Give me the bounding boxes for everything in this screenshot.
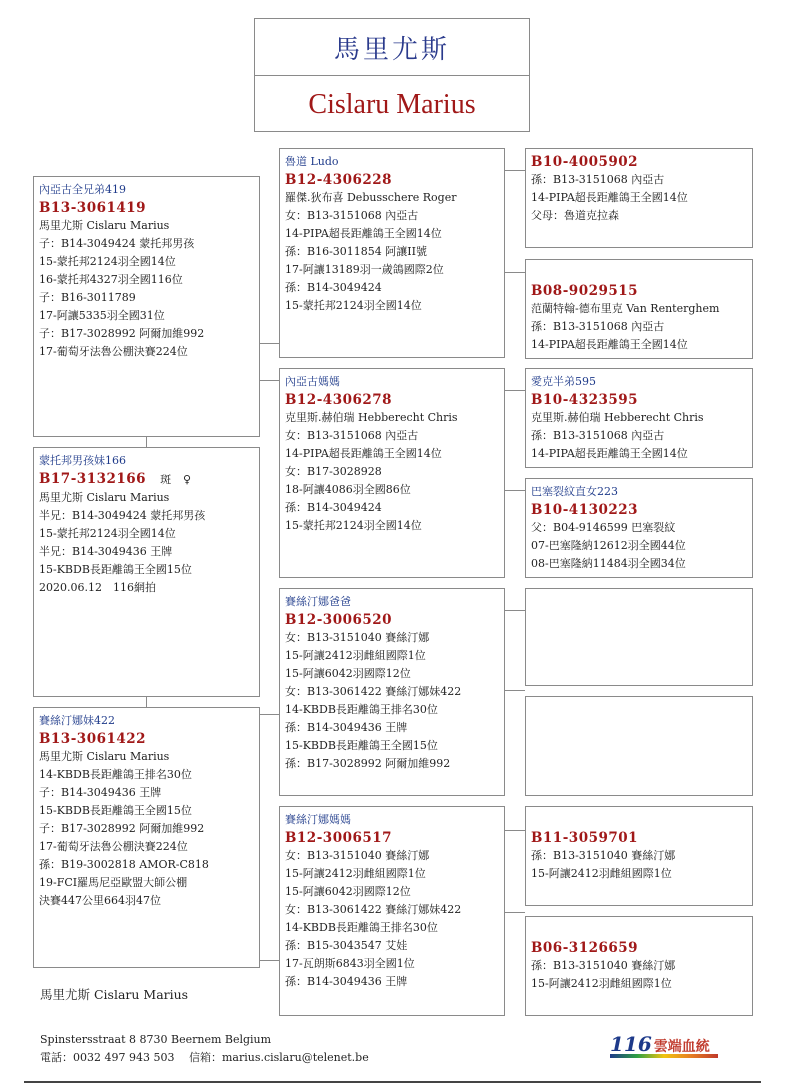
- pedigree-card-granddam-4: [525, 916, 753, 1016]
- pigeon-name: 賽絲汀娜妹422: [39, 714, 115, 727]
- pedigree-card-sire-2: [279, 588, 505, 796]
- pedigree-line: 克里斯.赫伯瑞 Hebberecht Chris: [285, 411, 458, 424]
- ring-number: [39, 470, 253, 489]
- pedigree-line: 女：B13-3151040 賽絲汀娜: [285, 849, 430, 862]
- pedigree-line: 女：B13-3061422 賽絲汀娜妹422: [285, 903, 462, 916]
- pedigree-line: 羅傑.狄布喜 Debusschere Roger: [285, 191, 457, 204]
- pigeon-name: 愛克半弟595: [531, 375, 596, 388]
- pigeon-name: 蒙托邦男孩妹166: [39, 454, 126, 467]
- connector-sire-gs1: [505, 170, 525, 171]
- address-line: Spinstersstraat 8 8730 Beernem Belgium: [40, 1033, 272, 1046]
- pedigree-line: 女：B13-3151068 內亞古: [285, 429, 419, 442]
- pedigree-line: 孫：B14-3049424: [285, 281, 382, 294]
- pedigree-card-sibling-1: [33, 447, 260, 697]
- pedigree-line: 女：B17-3028928: [285, 465, 382, 478]
- pedigree-line: 決賽447公里664羽47位: [39, 894, 161, 907]
- pedigree-line: 15-KBDB長距離鴿王全國15位: [39, 563, 192, 576]
- pedigree-line: 17-阿讓5335羽全國31位: [39, 309, 165, 322]
- pedigree-line: 女：B13-3151068 內亞古: [285, 209, 419, 222]
- pedigree-line: 15-KBDB長距離鴿王全國15位: [39, 804, 192, 817]
- ring-number: B13-3061419: [39, 200, 147, 216]
- pedigree-line: 14-PIPA超長距離鴿王全國14位: [285, 227, 442, 240]
- pedigree-card-grandsire-4: [525, 806, 753, 906]
- ring-number: B10-4005902: [531, 154, 639, 170]
- pedigree-line: 14-KBDB長距離鴿王排名30位: [39, 768, 192, 781]
- pedigree-line: 孫：B14-3049424: [285, 501, 382, 514]
- connector-subject-sib1: [146, 437, 147, 447]
- pedigree-line: 孫：B14-3049436 王牌: [285, 975, 408, 988]
- pedigree-line: 15-KBDB長距離鴿王全國15位: [285, 739, 438, 752]
- connector-subject-dam: [260, 380, 279, 381]
- ring-number-text: B17-3132166: [39, 471, 147, 487]
- connector-dam1-gd2: [505, 490, 525, 491]
- pedigree-line: 女：B13-3061422 賽絲汀娜妹422: [285, 685, 462, 698]
- pedigree-line: 子：B17-3028992 阿爾加維992: [39, 822, 205, 835]
- ring-number: B13-3061422: [39, 731, 147, 747]
- pedigree-line: 孫：B16-3011854 阿讓II號: [285, 245, 427, 258]
- pedigree-line: 15-阿讓2412羽雌組國際1位: [285, 867, 426, 880]
- pedigree-line: 孫：B17-3028992 阿爾加維992: [285, 757, 451, 770]
- pedigree-line: 15-阿讓2412羽雌組國際1位: [531, 977, 672, 990]
- connector-subject-sire: [260, 343, 279, 344]
- pedigree-card-dam-2: [279, 806, 505, 1016]
- pedigree-line: 14-PIPA超長距離鴿王全國14位: [531, 447, 688, 460]
- pedigree-card-granddam-1: [525, 259, 753, 359]
- ring-number: B12-3006517: [285, 830, 393, 846]
- pedigree-card-dam: [279, 368, 505, 578]
- pedigree-line: 07-巴塞隆納12612羽全國44位: [531, 539, 686, 552]
- contact-line: 電話：0032 497 943 503 信箱：marius.cislaru@telenet.be: [40, 1051, 369, 1064]
- ring-number: B12-4306228: [285, 172, 393, 188]
- pedigree-line: 孫：B13-3151040 賽絲汀娜: [531, 849, 676, 862]
- pedigree-line: 16-蒙托邦4327羽全國116位: [39, 273, 183, 286]
- bottom-divider: [24, 1081, 761, 1083]
- ring-number: B12-4306278: [285, 392, 393, 408]
- pedigree-line: 子：B14-3049424 蒙托邦男孩: [39, 237, 195, 250]
- pedigree-line: 孫：B15-3043547 艾娃: [285, 939, 408, 952]
- pedigree-line: 半兄：B14-3049424 蒙托邦男孩: [39, 509, 206, 522]
- pedigree-line: 孫：B13-3151040 賽絲汀娜: [531, 959, 676, 972]
- pedigree-card-grandsire-1: [525, 148, 753, 248]
- pedigree-line: 馬里尤斯 Cislaru Marius: [39, 219, 170, 232]
- title-box: [254, 18, 530, 132]
- pedigree-line: 孫：B13-3151068 內亞古: [531, 320, 665, 333]
- connector-sire2-gs3: [505, 610, 525, 611]
- logo-number: 116: [610, 1032, 652, 1056]
- pedigree-line: 子：B14-3049436 王牌: [39, 786, 162, 799]
- pigeon-name: 賽絲汀娜爸爸: [285, 595, 351, 608]
- pedigree-line: 馬里尤斯 Cislaru Marius: [39, 491, 170, 504]
- logo-text: 雲端血統: [653, 1039, 710, 1055]
- connector-dam1-gs2: [505, 390, 525, 391]
- ring-number: B10-4323595: [531, 392, 639, 408]
- pedigree-line: 14-PIPA超長距離鴿王全國14位: [531, 191, 688, 204]
- contact-block: [40, 1031, 369, 1067]
- connector-sib2-sire2: [260, 714, 279, 715]
- pigeon-name: 內亞古全兄弟419: [39, 183, 126, 196]
- pedigree-line: 18-阿讓4086羽全國86位: [285, 483, 411, 496]
- pedigree-card-granddam-2: [525, 478, 753, 578]
- pedigree-line: 父：B04-9146599 巴塞裂紋: [531, 521, 676, 534]
- pigeon-name: 魯道 Ludo: [285, 155, 339, 168]
- pedigree-line: 子：B16-3011789: [39, 291, 136, 304]
- pedigree-line: 14-KBDB長距離鴿王排名30位: [285, 703, 438, 716]
- brand-logo: [610, 1032, 718, 1058]
- pedigree-line: 15-蒙托邦2124羽全國14位: [285, 299, 422, 312]
- pigeon-name: 賽絲汀娜媽媽: [285, 813, 351, 826]
- pedigree-card-grandsire-2: [525, 368, 753, 468]
- pedigree-line: 15-蒙托邦2124羽全國14位: [39, 527, 176, 540]
- connector-sib2-dam2: [260, 960, 279, 961]
- pedigree-line: 女：B13-3151040 賽絲汀娜: [285, 631, 430, 644]
- pedigree-card-sibling-2: [33, 707, 260, 968]
- ring-number: B06-3126659: [531, 940, 639, 956]
- pedigree-line: 14-PIPA超長距離鴿王全國14位: [285, 447, 442, 460]
- ring-number: B10-4130223: [531, 502, 639, 518]
- pedigree-card-granddam-3: [525, 696, 753, 796]
- pedigree-line: 15-蒙托邦2124羽全國14位: [39, 255, 176, 268]
- pedigree-line: 15-阿讓2412羽雌組國際1位: [531, 867, 672, 880]
- pedigree-line: 半兄：B14-3049436 王牌: [39, 545, 173, 558]
- connector-dam2-gs4: [505, 830, 525, 831]
- pedigree-line: 15-蒙托邦2124羽全國14位: [285, 519, 422, 532]
- pedigree-card-grandsire-3: [525, 588, 753, 686]
- pedigree-line: 17-葡萄牙法魯公棚決賽224位: [39, 840, 188, 853]
- connector-sire-gd1: [505, 272, 525, 273]
- pedigree-line: 14-KBDB長距離鴿王排名30位: [285, 921, 438, 934]
- pedigree-line: 范蘭特翰-德布里克 Van Renterghem: [531, 302, 720, 315]
- pedigree-line: 馬里尤斯 Cislaru Marius: [39, 750, 170, 763]
- pedigree-line: 17-阿讓13189羽一歲鴿國際2位: [285, 263, 444, 276]
- pedigree-line: 子：B17-3028992 阿爾加維992: [39, 327, 205, 340]
- color-sex-label: 斑 ♀: [160, 473, 192, 486]
- pedigree-line: 08-巴塞隆納11484羽全國34位: [531, 557, 686, 570]
- pedigree-line: 17-葡萄牙法魯公棚決賽224位: [39, 345, 188, 358]
- connector-sib1-sib2: [146, 697, 147, 707]
- pedigree-line: 克里斯.赫伯瑞 Hebberecht Chris: [531, 411, 704, 424]
- connector-sire2-gd3: [505, 690, 525, 691]
- ring-number: B11-3059701: [531, 830, 639, 846]
- ring-number: B12-3006520: [285, 612, 393, 628]
- pedigree-line: 17-瓦朗斯6843羽全國1位: [285, 957, 415, 970]
- pigeon-name: 內亞古媽媽: [285, 375, 340, 388]
- connector-dam2-gd4: [505, 912, 525, 913]
- pedigree-line: 15-阿讓6042羽國際12位: [285, 667, 411, 680]
- ring-number: B08-9029515: [531, 283, 639, 299]
- pedigree-card-subject: [33, 176, 260, 437]
- pedigree-line: 孫：B14-3049436 王牌: [285, 721, 408, 734]
- pedigree-line: 2020.06.12 116網拍: [39, 581, 156, 594]
- pedigree-line: 19-FCI羅馬尼亞歐盟大師公棚: [39, 876, 188, 889]
- owner-name: 馬里尤斯 Cislaru Marius: [40, 987, 189, 1002]
- pedigree-line: 14-PIPA超長距離鴿王全國14位: [531, 338, 688, 351]
- pedigree-line: 15-阿讓6042羽國際12位: [285, 885, 411, 898]
- pedigree-line: 孫：B13-3151068 內亞古: [531, 173, 665, 186]
- pedigree-card-sire: [279, 148, 505, 358]
- pedigree-line: 孫：B19-3002818 AMOR-C818: [39, 858, 209, 871]
- page-title-chinese: 馬里尤斯: [255, 19, 529, 76]
- pedigree-line: 孫：B13-3151068 內亞古: [531, 429, 665, 442]
- page-title-english: Cislaru Marius: [308, 88, 476, 120]
- pigeon-name: 巴塞裂紋直女223: [531, 485, 618, 498]
- pedigree-line: 父母：魯道克拉森: [531, 209, 619, 222]
- pedigree-line: 15-阿讓2412羽雌組國際1位: [285, 649, 426, 662]
